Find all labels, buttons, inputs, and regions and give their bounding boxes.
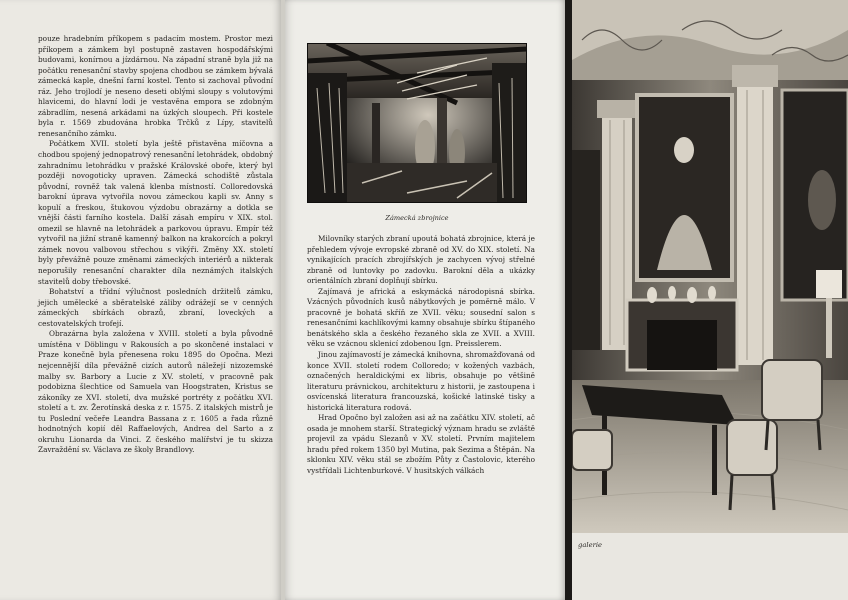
- paragraph: Počátkem XVII. století byla ještě přistavěna míčovna a chodbou spojený jednopatrový renesanční letohrádek, obdobný zahradnímu letohrádku v pražské Královské oboře, který byl později novogoticky upraven. Zámecká schodiště zůstala původní, rovněž tak valená klenba místností. Colloredovská barokní úprava vytvořila novou zámeckou kapli sv. Anny s kopulí a freskou, štukovou výzdobu obrazárny a dotkla se vnější části farního kostela. Další zásah empíru v XIX. stol. omezil se hlavně na letohrádek a parkovou úpravu. Empír též vytvořil na jižní straně kamenný balkon na krakorcích a pokryl zámek novou valbovou střechou s vikýři. Změny XX. století byly převážně pouze změnami zámeckých interiérů a nikterak neporušily renesanční charakter díla neznámých italských stavitelů doby třebovské.: [38, 139, 273, 286]
- paragraph: pouze hradebním příkopem s padacím mostem. Prostor mezi příkopem a zámkem byl postupně zastaven hospodářskými budovami, konírnou a jízdárnou. Na západní straně byla již na počátku renesanční stavby spojena chodbou se zámkem bývalá zámecká kaple, dnešní farní kostel. Tento si zachoval původní ráz. Jeho trojlodí je neseno deseti oblými sloupy s volutovými hlavicemi, do hlavní lodi je vestavěna empora se zdobným zábradlím, nesená arkádami na úzkých sloupech. Při kostele byla r. 1569 zbudována hrobka Trčků z Lípy, stavitelů renesančního zámku.: [38, 34, 273, 138]
- left-page-text: [38, 34, 273, 456]
- photo-caption: galerie: [578, 541, 603, 549]
- paragraph: Hrad Opočno byl založen asi až na začátku XIV. století, ač osada je mnohem starší. Strategický význam hradu se zvláště projevil za vpádu Slezanů v XV. století. Prvním majitelem hradu před rokem 1350 byl Mutina, pak Sezima a Štěpán. Na sklonku XIV. věku stál se zbožím Půty z Častolovic, kterého vystřídali Lichtenburkové. V husitských válkách: [307, 413, 535, 476]
- paragraph: Bohatství a třídní výlučnost posledních držitelů zámku, jejich umělecké a sběratelské záliby odrážejí se v cenných zámeckých sbírkách obrazů, zbraní, loveckých a cestovatelských trofejí.: [38, 287, 273, 328]
- page-gutter: [565, 0, 572, 600]
- photo-caption: Zámecká zbrojnice: [385, 214, 449, 222]
- paragraph: Zajímavá je africká a eskymácká národopisná sbírka. Vzácných původních kusů nábytkových je poměrně málo. V pracovně je bohatá skříň ze XVII. věku; sousední salon s renesančními kachlíkovými kamny obsahuje sbírku štípaného benátského skla a českého řezaného skla ze XVII. a XVIII. věku se vzácnou sklenicí zdobenou Ign. Preisslerem.: [307, 286, 535, 349]
- paragraph: Jinou zajímavostí je zámecká knihovna, shromažďovaná od konce XVII. století rodem Colloredo; v kožených vazbách, označených heraldickými ex libris, obsahuje po většině literaturu právnickou, architekturu z historii, je zastoupena i osvícenská literatura francouzská, košické latinské tisky a historická literatura rodová.: [307, 350, 535, 412]
- paragraph: Milovníky starých zbraní upoutá bohatá zbrojnice, která je přehledem vývoje evropské zbraně od XV. do XIX. století. Na vynikajících pracích zbrojířských je zachycen vývoj střelné zbraně od luntovky po zadovku. Barokní děla a ukázky orientálních zbraní doplňují sbírku.: [307, 234, 535, 286]
- left-page: [0, 0, 281, 600]
- middle-page-text: [307, 234, 535, 477]
- right-page: [572, 0, 848, 600]
- paragraph: Obrazárna byla založena v XVIII. století a byla původně umístěna v Döblingu v Rakousích a po skončené instalaci v Praze konečně byla přenesena roku 1895 do Opočna. Mezi nejcennější díla převážně cizích autorů náležejí nizozemské malby sv. Barbory a Lucie z XV. století, v pracovně pak podobizna šlechtice od Samuela van Hoogstraten, Kristus se zákoníky ze XVI. století, dva mužské portréty z počátku XVI. století a t. zv. Žerotínská deska z r. 1575. Z italských mistrů je tu Poslední večeře Leandra Bassana z r. 1605 a řada různě hodnotných kopií děl Raffaelových, Andrea del Sarto a z okruhu Lionarda da Vinci. Z českého malířství je tu skizza Zavraždění sv. Václava ze školy Brandlovy.: [38, 329, 273, 455]
- gallery-photo: [572, 0, 848, 533]
- middle-page: [285, 0, 565, 600]
- armory-photo: [307, 43, 527, 203]
